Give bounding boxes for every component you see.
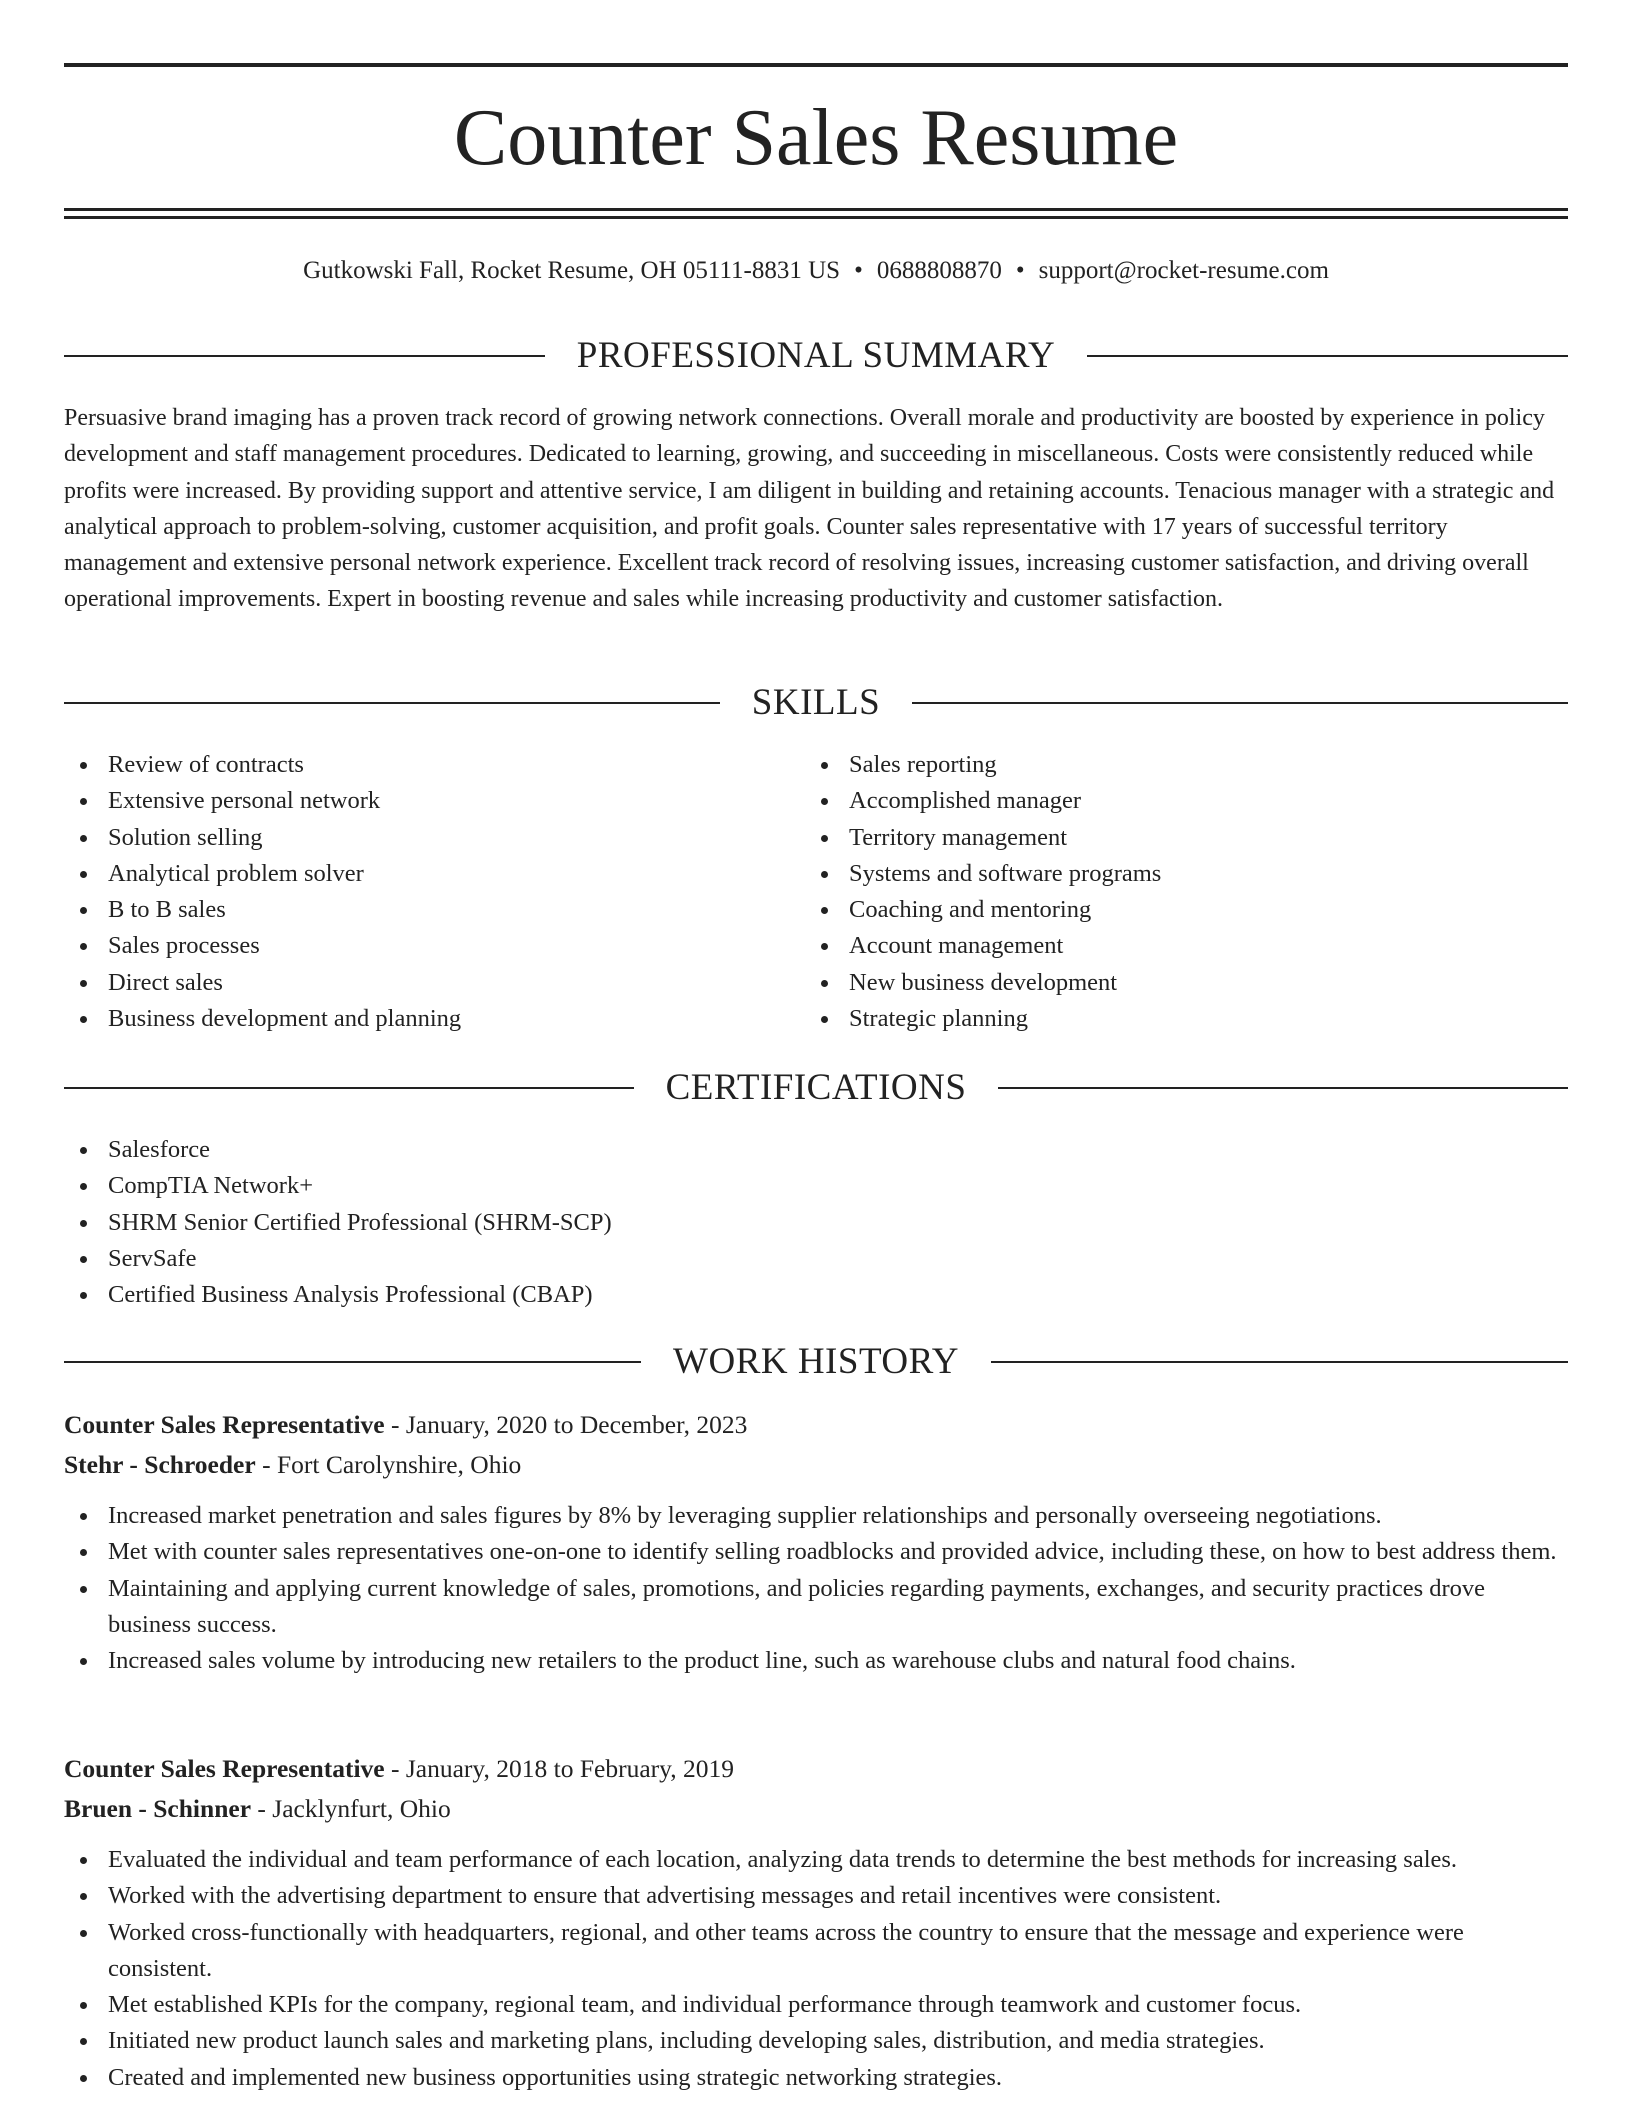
section-divider [1087,355,1568,357]
job-location: - Fort Carolynshire, Ohio [255,1450,522,1479]
skill-item: Sales processes [64,928,804,964]
summary-heading: PROFESSIONAL SUMMARY [576,335,1056,376]
skills-list-right [805,747,1545,1037]
title-double-rule-lower [64,216,1568,219]
contact-separator: • [854,257,863,284]
contact-email[interactable]: support@rocket-resume.com [1038,257,1329,284]
job-bullet-list [64,1842,1568,2096]
work-history-section-header [64,1340,1568,1384]
contact-separator: • [1015,257,1025,284]
job-bullet: Worked with the advertising department to ensure that advertising messages and retail incentives were consistent. [64,1878,1568,1914]
title-double-rule-upper [64,208,1568,211]
skill-item: Analytical problem solver [64,856,804,892]
job-company-line [64,1790,1568,1828]
job-title-line [64,1750,1568,1788]
job-title-line [64,1406,1568,1444]
job-bullet: Maintaining and applying current knowledge of sales, promotions, and policies regarding payments, exchanges, and security practices drove business success. [64,1571,1568,1644]
certifications-section-header [64,1066,1568,1110]
certifications-heading: CERTIFICATIONS [665,1067,967,1108]
work-history-heading: WORK HISTORY [673,1341,959,1382]
job-company: Stehr - Schroeder [64,1450,256,1479]
section-divider [912,702,1568,704]
skill-item: Solution selling [64,820,804,856]
skill-item: Territory management [805,820,1545,856]
job-title: Counter Sales Representative [64,1754,385,1783]
job-bullet: Increased market penetration and sales figures by 8% by leveraging supplier relationships and personally overseeing negotiations. [64,1498,1568,1534]
job-bullet-list [64,1498,1568,1679]
contact-phone: 0688808870 [876,257,1002,284]
certification-item: SHRM Senior Certified Professional (SHRM-SCP) [64,1205,1568,1241]
skill-item: Coaching and mentoring [805,892,1545,928]
job-company: Bruen - Schinner [64,1794,252,1823]
skills-heading: SKILLS [751,682,881,723]
skill-item: New business development [805,965,1545,1001]
contact-address: Gutkowski Fall, Rocket Resume, OH 05111-8831 US [303,257,841,284]
skill-item: Review of contracts [64,747,804,783]
job-dates: - January, 2018 to February, 2019 [384,1754,734,1783]
job-bullet: Met established KPIs for the company, regional team, and individual performance through teamwork and customer focus. [64,1987,1568,2023]
job-title: Counter Sales Representative [64,1410,385,1439]
skill-item: B to B sales [64,892,804,928]
skills-list-left [64,747,804,1037]
certifications-list [64,1132,1568,1313]
job-bullet: Increased sales volume by introducing new retailers to the product line, such as warehouse clubs and natural food chains. [64,1643,1568,1679]
job-bullet: Worked cross-functionally with headquarters, regional, and other teams across the country to ensure that the message and experience were consistent. [64,1915,1568,1988]
section-divider [64,1361,641,1363]
job-bullet: Initiated new product launch sales and marketing plans, including developing sales, distribution, and media strategies. [64,2023,1568,2059]
skill-item: Systems and software programs [805,856,1545,892]
top-rule [64,63,1568,67]
skill-item: Direct sales [64,965,804,1001]
certification-item: ServSafe [64,1241,1568,1277]
skills-section-header [64,681,1568,725]
skill-item: Sales reporting [805,747,1545,783]
section-divider [64,1087,634,1089]
skill-item: Account management [805,928,1545,964]
job-bullet: Evaluated the individual and team performance of each location, analyzing data trends to determine the best methods for increasing sales. [64,1842,1568,1878]
section-divider [64,702,720,704]
skill-item: Strategic planning [805,1001,1545,1037]
certification-item: CompTIA Network+ [64,1168,1568,1204]
section-divider [64,355,545,357]
job-company-line [64,1446,1568,1484]
skill-item: Business development and planning [64,1001,804,1037]
certification-item: Salesforce [64,1132,1568,1168]
job-bullet: Created and implemented new business opportunities using strategic networking strategies. [64,2060,1568,2096]
summary-section-header [64,334,1568,378]
summary-text: Persuasive brand imaging has a proven track record of growing network connections. Overall morale and productivity are boosted by experience in policy development and staff management procedures. Dedicated to learning, growing, and succeeding in miscellaneous. Costs were consistently reduced while profits were increased. By providing support and attentive service, I am diligent in building and retaining accounts. Tenacious manager with a strategic and analytical approach to problem-solving, customer acquisition, and profit goals. Counter sales representative with 17 years of successful territory management and extensive personal network experience. Excellent track record of resolving issues, increasing customer satisfaction, and driving overall operational improvements. Expert in boosting revenue and sales while increasing productivity and customer satisfaction. [64,405,1555,613]
certification-item: Certified Business Analysis Professional (CBAP) [64,1277,1568,1313]
resume-title: Counter Sales Resume [453,94,1179,182]
job-bullet: Met with counter sales representatives one-on-one to identify selling roadblocks and provided advice, including these, on how to best address them. [64,1534,1568,1570]
contact-line [64,254,1568,288]
job-dates: - January, 2020 to December, 2023 [384,1410,748,1439]
skill-item: Extensive personal network [64,783,804,819]
job-location: - Jacklynfurt, Ohio [251,1794,451,1823]
section-divider [991,1361,1568,1363]
section-divider [998,1087,1568,1089]
skill-item: Accomplished manager [805,783,1545,819]
